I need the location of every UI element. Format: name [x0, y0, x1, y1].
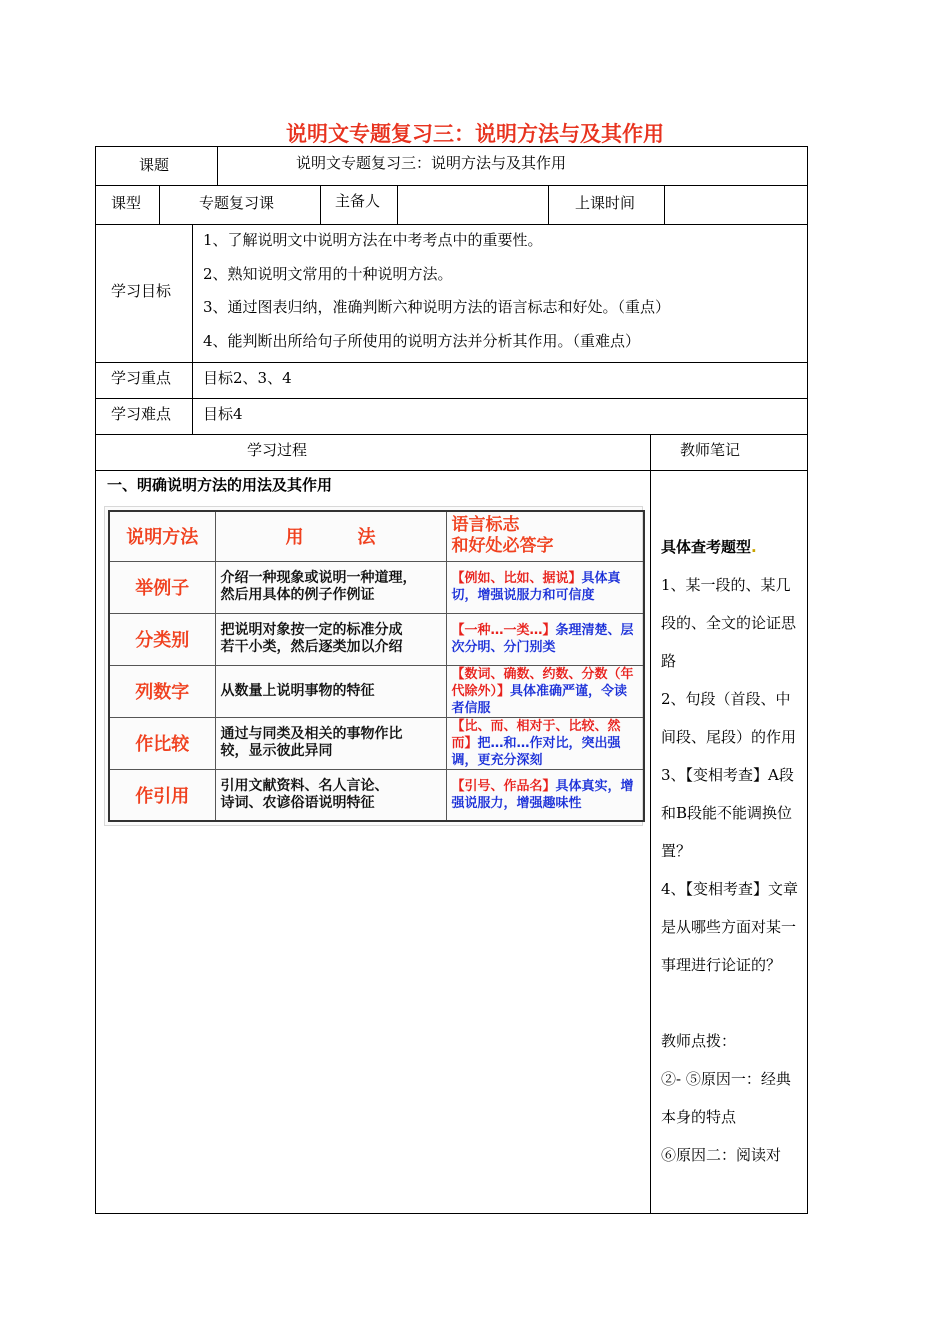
methods-table — [108, 510, 645, 822]
note-item: 3、【变相考查】A段和B段能不能调换位置？ — [661, 766, 794, 860]
type-label: 课型 — [111, 194, 142, 212]
notes-header: 教师笔记 — [680, 441, 741, 459]
method-usage: 介绍一种现象或说明一种道理， 然后用具体的例子作例证 — [215, 561, 446, 613]
method-name: 举例子 — [109, 561, 215, 613]
note-item: 2、句段（首段、中间段、尾段）的作用 — [661, 690, 797, 746]
method-marker: 【引号、作品名】具体真实，增强说服力，增强趣味性 — [446, 769, 644, 821]
objective-item: 2、熟知说明文常用的十种说明方法。 — [203, 265, 453, 283]
class-time-label: 上课时间 — [575, 194, 636, 212]
method-usage: 把说明对象按一定的标准分成 若干小类，然后逐类加以介绍 — [215, 613, 446, 665]
method-name: 作引用 — [109, 769, 215, 821]
key-points-value: 目标2、3、4 — [203, 369, 292, 387]
hint-label: 教师点拨： — [661, 1032, 737, 1050]
notes-heading: 具体查考题型. — [661, 538, 757, 556]
method-usage: 通过与同类及相关的事物作比 较，显示彼此异同 — [215, 717, 446, 769]
note-item: 4、【变相考查】文章是从哪些方面对某一事理进行论证的？ — [661, 880, 799, 974]
method-marker: 【一种…一类…】条理清楚、层次分明、分门别类 — [446, 613, 644, 665]
col-header-usage: 用 法 — [215, 511, 446, 561]
method-name: 分类别 — [109, 613, 215, 665]
document-title: 说明文专题复习三：说明方法与及其作用 — [286, 122, 664, 146]
method-usage: 从数量上说明事物的特征 — [215, 665, 446, 717]
topic-value: 说明文专题复习三：说明方法与及其作用 — [296, 154, 567, 172]
objectives-label: 学习目标 — [111, 282, 172, 300]
key-points-label: 学习重点 — [111, 369, 172, 387]
difficulties-value: 目标4 — [203, 405, 243, 423]
note-item: 1、某一段的、某几段的、全文的论证思路 — [661, 576, 797, 670]
method-marker: 【数词、确数、约数、分数（年代除外）】具体准确严谨，令读者信服 — [446, 665, 644, 717]
objective-item: 1、了解说明文中说明方法在中考考点中的重要性。 — [203, 231, 543, 249]
methods-table-image — [104, 506, 643, 826]
topic-label: 课题 — [139, 156, 170, 174]
method-name: 作比较 — [109, 717, 215, 769]
method-marker: 【例如、比如、据说】具体真切，增强说服力和可信度 — [446, 561, 644, 613]
section-title: 一、明确说明方法的用法及其作用 — [107, 476, 333, 494]
col-header-marker: 语言标志 和好处必答字 — [446, 511, 644, 561]
objective-item: 3、通过图表归纳，准确判断六种说明方法的语言标志和好处。（重点） — [203, 298, 671, 316]
type-value: 专题复习课 — [199, 194, 275, 212]
method-usage: 引用文献资料、名人言论、 诗词、农谚俗语说明特征 — [215, 769, 446, 821]
objective-item: 4、能判断出所给句子所使用的说明方法并分析其作用。（重难点） — [203, 332, 641, 350]
method-marker: 【比、而、相对于、比较、然而】把…和…作对比，突出强调，更充分深刻 — [446, 717, 644, 769]
hint-item: ②- ⑤原因一：经典本身的特点 — [661, 1070, 791, 1126]
teacher-notes — [661, 528, 801, 1174]
method-name: 列数字 — [109, 665, 215, 717]
preparer-label: 主备人 — [335, 192, 381, 210]
difficulties-label: 学习难点 — [111, 405, 172, 423]
col-header-method: 说明方法 — [109, 511, 215, 561]
hint-item: ⑥原因二：阅读对 — [661, 1146, 782, 1164]
process-header: 学习过程 — [247, 441, 308, 459]
